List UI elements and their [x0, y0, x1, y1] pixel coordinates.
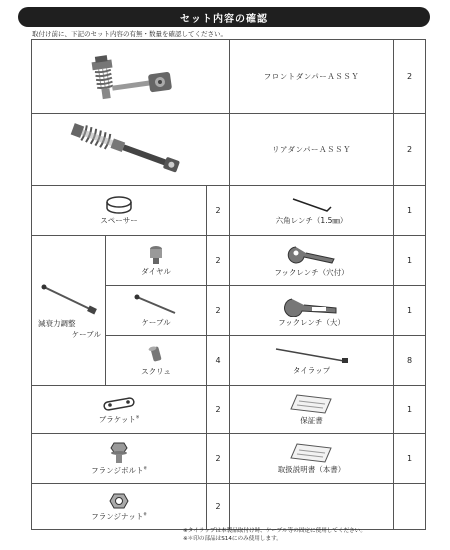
- front-damper-name: フロントダンパーＡＳＳＹ: [263, 72, 360, 81]
- damping-cable-cell: [32, 236, 106, 386]
- flange-nut-qty: 2: [215, 502, 221, 511]
- hook-wrench-hole-cell: [230, 236, 394, 286]
- tie-wrap-icon: [272, 345, 352, 365]
- table-row: [32, 484, 426, 530]
- hook-wrench-large-cell: [230, 286, 394, 336]
- spacer-qty-cell: [207, 186, 230, 236]
- dial-qty-cell: [207, 236, 230, 286]
- flange-bolt-label: フランジボルト※: [91, 465, 147, 475]
- manual-label: 取扱説明書（本書）: [277, 465, 346, 474]
- tie-wrap-label: タイラップ: [292, 366, 331, 375]
- hook-wrench-hole-qty: 1: [406, 256, 413, 265]
- front-damper-qty-cell: [394, 40, 426, 114]
- spacer-icon: [104, 195, 134, 215]
- dial-icon: [146, 244, 166, 266]
- rear-damper-name-cell: [230, 114, 394, 186]
- front-damper-image: [32, 40, 230, 114]
- front-damper-qty: 2: [406, 72, 413, 81]
- cable-cell: [106, 286, 207, 336]
- flange-bolt-icon: [109, 441, 129, 465]
- hex-wrench-cell: [230, 186, 394, 236]
- warranty-doc-icon: [287, 393, 337, 415]
- cable-label: ケーブル: [141, 318, 171, 327]
- dial-cell: [106, 236, 207, 286]
- front-damper-illustration: [76, 47, 186, 107]
- flange-bolt-qty: 2: [215, 454, 221, 463]
- table-row: [32, 186, 426, 236]
- rear-damper-image: [32, 114, 230, 186]
- hook-wrench-large-qty: 1: [406, 306, 413, 315]
- warranty-qty: 1: [406, 405, 413, 414]
- cable-qty-cell: [207, 286, 230, 336]
- rear-damper-qty: 2: [406, 145, 413, 154]
- cable-icon: [131, 293, 181, 317]
- hook-wrench-large-qty-cell: [394, 286, 426, 336]
- table-row: [32, 236, 426, 286]
- hex-wrench-qty-cell: [394, 186, 426, 236]
- hook-wrench-hole-icon: [282, 243, 342, 267]
- intro-text: 取付け前に、下記のセット内容の有無・数量を確認してください。: [32, 30, 227, 38]
- empty-cell: [230, 484, 394, 530]
- damping-cable-label-1: 減衰力調整: [38, 318, 76, 328]
- flange-nut-icon: [108, 491, 130, 511]
- bracket-label: ブラケット※: [98, 414, 140, 424]
- damping-cable-label-2: ケーブル: [71, 329, 101, 339]
- spacer-cell: [32, 186, 207, 236]
- hook-wrench-large-label: フックレンチ（大）: [278, 318, 345, 327]
- manual-cell: [230, 434, 394, 484]
- hook-wrench-hole-qty-cell: [394, 236, 426, 286]
- parts-table: [31, 39, 426, 530]
- dial-label: ダイヤル: [141, 267, 171, 276]
- section-header: [18, 7, 430, 27]
- flange-bolt-qty-cell: [207, 434, 230, 484]
- hook-wrench-hole-label: フックレンチ（穴付）: [274, 268, 349, 277]
- rear-damper-qty-cell: [394, 114, 426, 186]
- bracket-cell: [32, 386, 207, 434]
- screw-qty-cell: [207, 336, 230, 386]
- hook-wrench-large-icon: [282, 293, 342, 317]
- bracket-icon: [101, 394, 137, 414]
- tie-wrap-qty-cell: [394, 336, 426, 386]
- damping-cable-icon: [38, 282, 100, 318]
- table-row: [32, 386, 426, 434]
- bracket-qty: 2: [215, 405, 221, 414]
- manual-doc-icon: [287, 442, 337, 464]
- footnotes: [183, 527, 366, 543]
- warranty-label: 保証書: [300, 416, 323, 425]
- front-damper-name-cell: [230, 40, 394, 114]
- warranty-cell: [230, 386, 394, 434]
- tie-wrap-qty: 8: [406, 356, 413, 365]
- footnote-1: ※タイラップは本製品取付け時、ケーブル等の固定に使用してください。: [183, 528, 366, 534]
- hex-wrench-qty: 1: [406, 206, 413, 215]
- spacer-label: スペーサー: [100, 216, 138, 225]
- flange-nut-qty-cell: [207, 484, 230, 530]
- rear-damper-name: リアダンパーＡＳＳＹ: [271, 145, 352, 154]
- flange-nut-cell: [32, 484, 207, 530]
- screw-cell: [106, 336, 207, 386]
- footnote-2: ※＊印の部品はS14にのみ使用します。: [183, 536, 282, 542]
- table-row: [32, 40, 426, 114]
- hex-wrench-icon: [287, 195, 337, 215]
- hex-wrench-label: 六角レンチ（1.5㎜）: [275, 216, 348, 225]
- empty-qty-cell: [394, 484, 426, 530]
- manual-qty: 1: [406, 454, 413, 463]
- table-row: [32, 114, 426, 186]
- bracket-qty-cell: [207, 386, 230, 434]
- screw-icon: [146, 344, 166, 366]
- section-title: セット内容の確認: [180, 13, 268, 25]
- tie-wrap-cell: [230, 336, 394, 386]
- screw-label: スクリュ: [141, 367, 171, 376]
- spacer-qty: 2: [215, 206, 221, 215]
- rear-damper-illustration: [61, 120, 201, 180]
- flange-nut-label: フランジナット※: [91, 511, 147, 521]
- flange-bolt-cell: [32, 434, 207, 484]
- warranty-qty-cell: [394, 386, 426, 434]
- manual-qty-cell: [394, 434, 426, 484]
- table-row: [32, 434, 426, 484]
- screw-qty: 4: [215, 356, 221, 365]
- dial-qty: 2: [215, 256, 221, 265]
- cable-qty: 2: [215, 306, 221, 315]
